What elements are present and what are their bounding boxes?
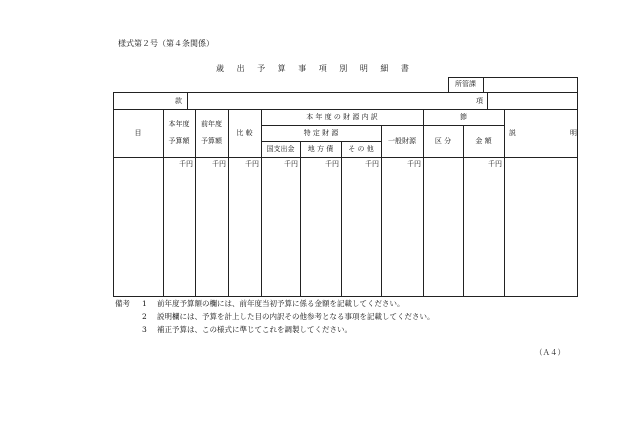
kan-label: 款	[175, 97, 182, 105]
note-text: 前年度予算額の欄には、前年度当初予算に係る金額を記載してください。	[157, 299, 405, 308]
document-title: 歳 出 予 算 事 項 別 明 細 書	[216, 64, 414, 73]
unit-comparison: 千円	[245, 160, 259, 168]
header-breakdown: 本 年 度 の 財 源 内 訳	[306, 113, 378, 121]
unit-prev-year: 千円	[212, 160, 226, 168]
header-explanation: 説 明	[509, 129, 577, 137]
notes-label: 備考	[115, 299, 130, 308]
note-number: 2	[142, 312, 147, 321]
header-setsu: 節	[460, 113, 467, 121]
header-current-year-1: 本年度	[168, 120, 190, 128]
header-prev-year-2: 予算額	[201, 137, 222, 145]
unit-local-bond: 千円	[325, 160, 339, 168]
note-number: 1	[142, 299, 147, 308]
jurisdiction-label: 所管課	[455, 80, 476, 88]
unit-other: 千円	[365, 160, 379, 168]
kan-value[interactable]	[188, 93, 487, 109]
form-number: 様式第２号（第４条関係）	[118, 39, 214, 48]
header-prev-year-1: 前年度	[201, 120, 222, 128]
unit-current-year: 千円	[179, 160, 193, 168]
paper-size-label: （Ａ４）	[535, 348, 565, 357]
note-text: 補正予算は、この様式に準じてこれを調製してください。	[157, 325, 352, 334]
header-local-bond: 地 方 債	[307, 145, 334, 153]
header-national: 国支出金	[266, 145, 295, 153]
header-amount: 金 額	[475, 137, 492, 145]
note-number: 3	[142, 325, 147, 334]
jurisdiction-value[interactable]	[484, 78, 577, 93]
note-text: 説明欄には、予算を計上した目の内訳その他参考となる事項を記載してください。	[157, 312, 435, 321]
header-other: そ の 他	[348, 145, 374, 153]
kou-value[interactable]	[488, 93, 577, 109]
unit-national: 千円	[284, 160, 298, 168]
header-moku: 目	[134, 129, 142, 137]
header-current-year-2: 予算額	[168, 137, 190, 145]
header-kubun: 区 分	[434, 137, 452, 145]
unit-general: 千円	[407, 160, 421, 168]
header-specific-source: 特 定 財 源	[303, 129, 339, 137]
header-general-source: 一般財源	[388, 137, 416, 145]
unit-amount: 千円	[488, 160, 502, 168]
kou-label: 項	[476, 97, 483, 105]
header-comparison: 比 較	[236, 129, 253, 137]
